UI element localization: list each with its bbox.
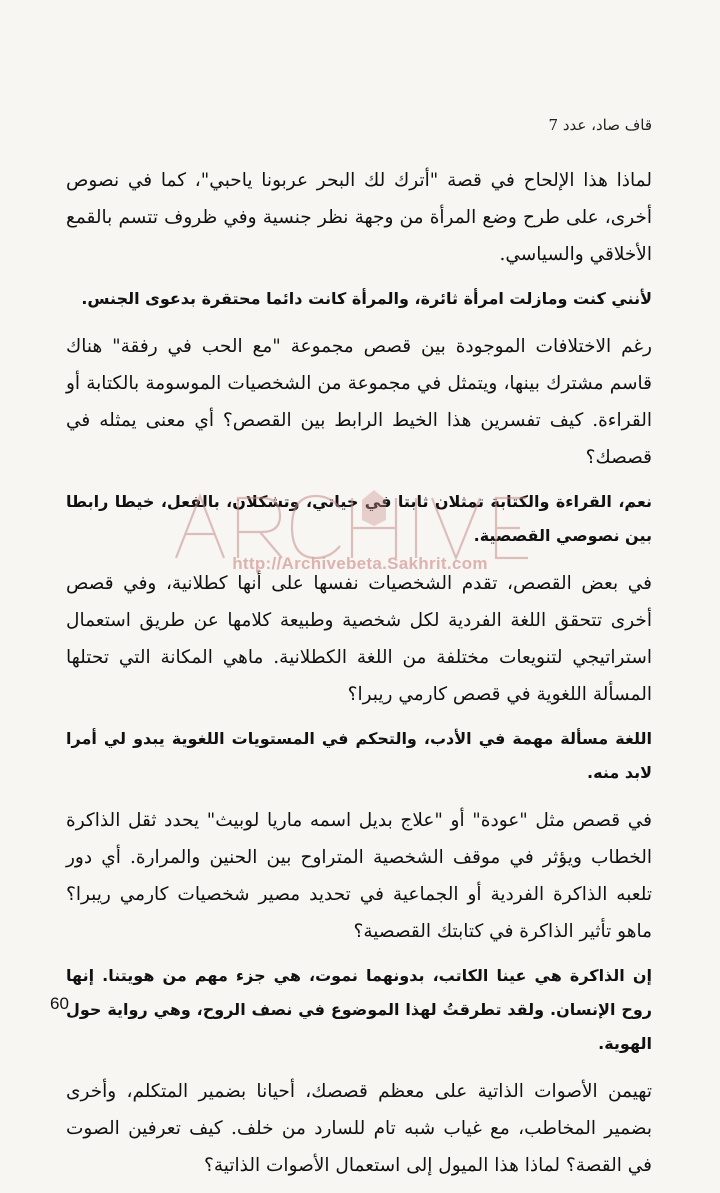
running-title: قاف صاد، عدد 7 bbox=[548, 116, 652, 134]
watermark-url: http://Archivebeta.Sakhrit.com bbox=[232, 554, 488, 573]
question-paragraph: في بعض القصص، تقدم الشخصيات نفسها على أنها كطلانية، وفي قصص أخرى تتحقق اللغة الفردية لكل شخصية وطبيعة كلامها عن طريق استعمال استراتيجي لتنويعات مختلفة من اللغة الكطلانية. ماهي المكانة التي تحتلها المسألة اللغوية في قصص كارمي ريبرا؟ bbox=[66, 573, 652, 705]
answer-paragraph: لأنني كنت ومازلت امرأة ثائرة، والمرأة كانت دائما محتقرة بدعوى الجنس. bbox=[81, 289, 652, 308]
answer-paragraph: نعم، القراءة والكتابة تمثلان ثابتا في حياتي، وتشكلان، بالفعل، خيطا رابطا بين نصوصي القصصية. bbox=[66, 492, 652, 545]
page-number: 60 bbox=[50, 994, 69, 1013]
answer-paragraph: اللغة مسألة مهمة في الأدب، والتحكم في المستويات اللغوية يبدو لي أمرا لابد منه. bbox=[66, 729, 652, 782]
question-paragraph: في قصص مثل "عودة" أو "علاج بديل اسمه ماريا لوبيث" يحدد ثقل الذاكرة الخطاب ويؤثر في موقف الشخصية المتراوح بين الحنين والمرارة. أي دور تلعبه الذاكرة الفردية أو الجماعية في تحديد مصير شخصيات كارمي ريبرا؟ ماهو تأثير الذاكرة في كتابتك القصصية؟ bbox=[66, 810, 652, 942]
article-body bbox=[66, 162, 652, 1193]
question-paragraph: لماذا هذا الإلحاح في قصة "أترك لك البحر عربونا ياحبي"، كما في نصوص أخرى، على طرح وضع المرأة من وجهة نظر جنسية وفي ظروف تتسم بالقمع الأخلاقي والسياسي. bbox=[66, 170, 652, 265]
question-paragraph: تهيمن الأصوات الذاتية على معظم قصصك، أحيانا بضمير المتكلم، وأخرى بضمير المخاطب، مع غياب شبه تام للسارد من خلف. كيف تعرفين الصوت في القصة؟ لماذا هذا الميول إلى استعمال الأصوات الذاتية؟ bbox=[66, 1081, 652, 1176]
answer-paragraph: إن الذاكرة هي عينا الكاتب، بدونهما نموت، هي جزء مهم من هويتنا. إنها روح الإنسان. ولقد تطرقتُ لهذا الموضوع في نصف الروح، وهي رواية حول الهوية. bbox=[66, 966, 652, 1053]
question-paragraph: رغم الاختلافات الموجودة بين قصص مجموعة "مع الحب في رفقة" هناك قاسم مشترك بينها، ويتمثل في مجموعة من الشخصيات الموسومة بالكتابة أو القراءة. كيف تفسرين هذا الخيط الرابط بين القصص؟ أي معنى يمثله في قصصك؟ bbox=[66, 336, 652, 468]
